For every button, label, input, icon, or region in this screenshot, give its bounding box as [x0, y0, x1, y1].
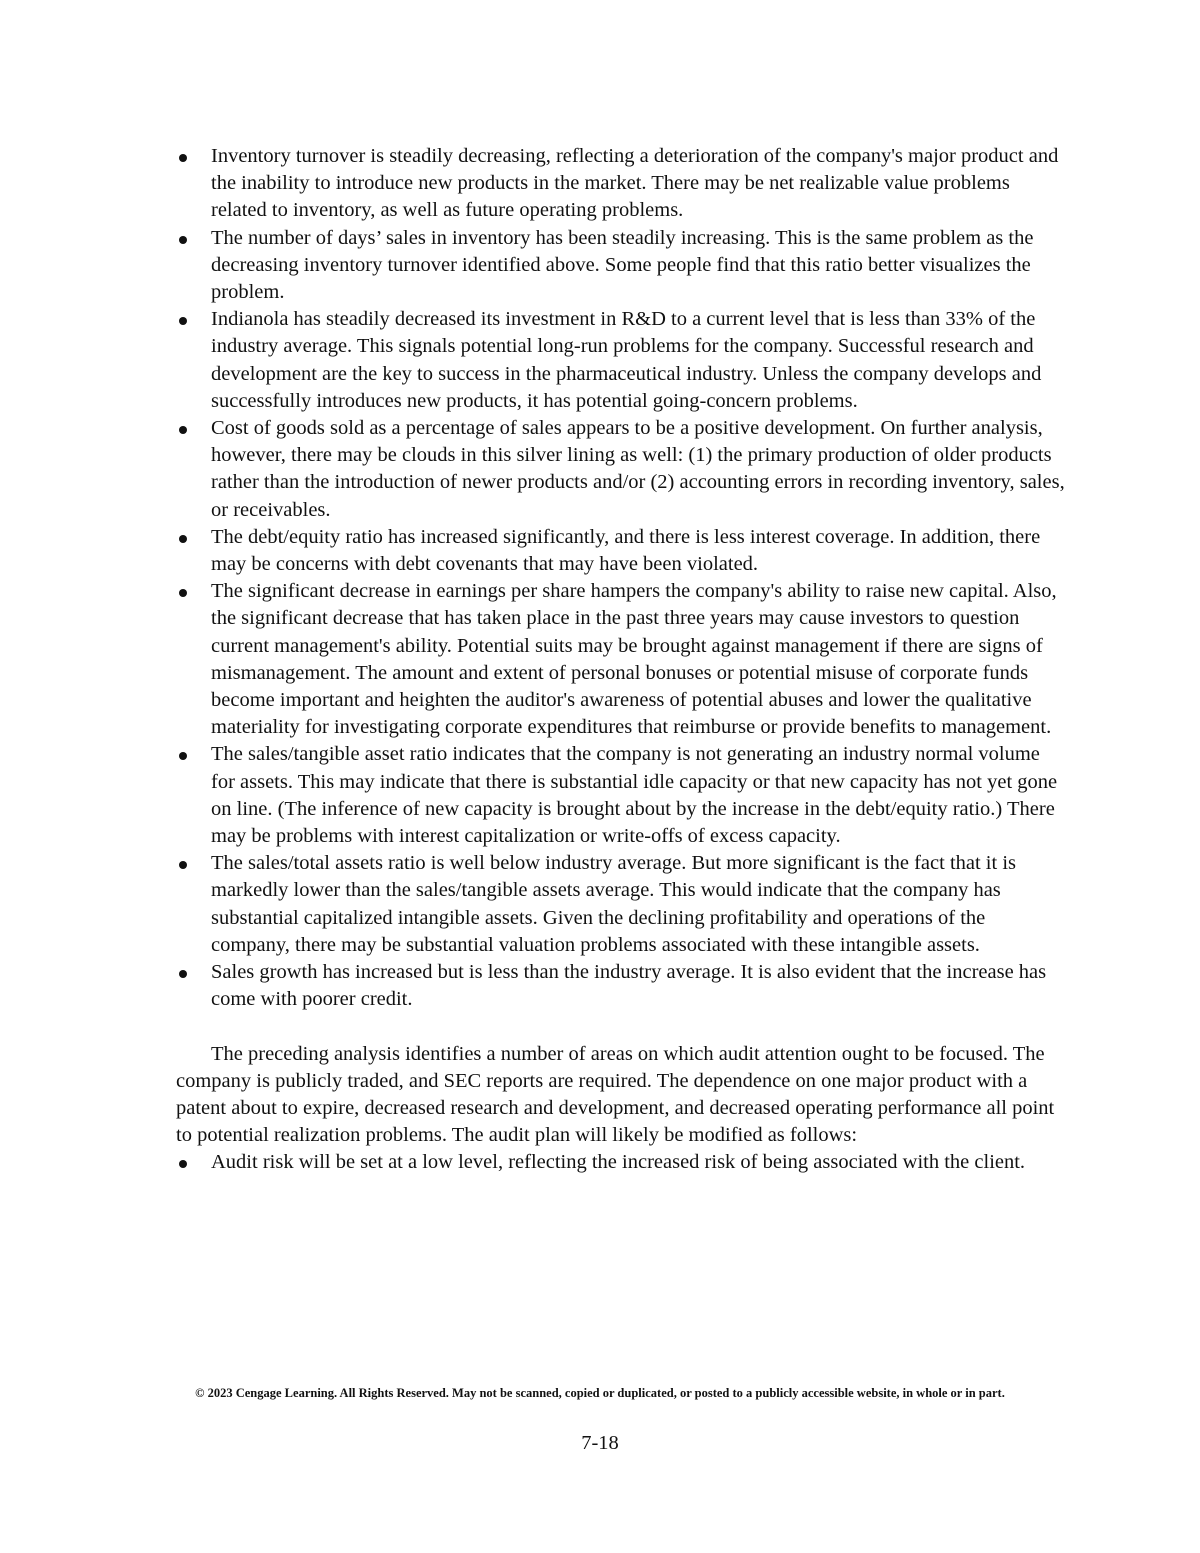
bullet-icon: [179, 154, 187, 162]
page-content: [176, 143, 1066, 1177]
findings-list: [176, 143, 1066, 1014]
list-item-text: The significant decrease in earnings per share hampers the company's ability to raise new capital. Also, the significant decrease that has taken place in the past three years may cause investors to question current management's ability. Potential suits may be brought against management if there are signs of mismanagement. The amount and extent of personal bonuses or potential misuse of corporate funds become important and heighten the auditor's awareness of potential abuses and lower the qualitative materiality for investigating corporate expenditures that reimburse or provide benefits to management.: [211, 580, 1057, 739]
bullet-icon: [179, 1160, 187, 1168]
list-item-text: The sales/total assets ratio is well below industry average. But more significant is the fact that it is markedly lower than the sales/tangible assets average. This would indicate that the company has substantial capitalized intangible assets. Given the declining profitability and operations of the company, there may be substantial valuation problems associated with these intangible assets.: [211, 852, 1016, 956]
list-item: [176, 1149, 1066, 1176]
list-item-text: Inventory turnover is steadily decreasing, reflecting a deterioration of the company's major product and the inability to introduce new products in the market. There may be net realizable value problems related to inventory, as well as future operating problems.: [211, 145, 1059, 222]
body-paragraph: The preceding analysis identifies a number of areas on which audit attention ought to be focused. The company is publicly traded, and SEC reports are required. The dependence on one major product with a patent about to expire, decreased research and development, and decreased operating performance all point to potential realization problems. The audit plan will likely be modified as follows:: [176, 1042, 1055, 1147]
list-item-text: The number of days’ sales in inventory has been steadily increasing. This is the same problem as the decreasing inventory turnover identified above. Some people find that this ratio better visualizes the problem.: [211, 226, 1034, 304]
list-item-text: Sales growth has increased but is less than the industry average. It is also evident that the increase has come with poorer credit.: [211, 961, 1047, 1011]
list-item-text: The debt/equity ratio has increased significantly, and there is less interest coverage. In addition, there may be concerns with debt covenants that may have been violated.: [211, 525, 1041, 576]
bullet-icon: [179, 752, 187, 760]
bullet-icon: [179, 861, 187, 869]
bullet-icon: [179, 970, 187, 978]
bullet-icon: [179, 589, 187, 597]
list-item: [176, 143, 1066, 225]
list-item: [176, 524, 1066, 578]
bullet-icon: [179, 535, 187, 543]
list-item: [176, 415, 1066, 524]
bullet-icon: [179, 426, 187, 434]
list-item-text: Audit risk will be set at a low level, reflecting the increased risk of being associated with the client.: [211, 1151, 1026, 1174]
list-item: [176, 578, 1066, 741]
bullet-icon: [179, 317, 187, 325]
list-item: [176, 225, 1066, 307]
page-number: 7-18: [581, 1432, 619, 1454]
list-item-text: Cost of goods sold as a percentage of sales appears to be a positive development. On further analysis, however, there may be clouds in this silver lining as well: (1) the primary production of older products rather than the introduction of newer products and/or (2) accounting errors in recording inventory, sales, or receivables.: [211, 417, 1065, 521]
list-item: [176, 850, 1066, 959]
list-item: [176, 741, 1066, 850]
list-item-text: The sales/tangible asset ratio indicates that the company is not generating an industry normal volume for assets. This may indicate that there is substantial idle capacity or that new capacity has not yet gone on line. (The inference of new capacity is brought about by the increase in the debt/equity ratio.) There may be problems with interest capitalization or write-offs of excess capacity.: [211, 743, 1058, 848]
audit-plan-list: [176, 1149, 1066, 1176]
list-item: [176, 306, 1066, 415]
list-item: [176, 959, 1066, 1013]
list-item-text: Indianola has steadily decreased its investment in R&D to a current level that is less than 33% of the industry average. This signals potential long-run problems for the company. Successful research and development are the key to success in the pharmaceutical industry. Unless the company develops and successfully introduces new products, it has potential going-concern problems.: [211, 308, 1042, 412]
copyright-notice: © 2023 Cengage Learning. All Rights Reserved. May not be scanned, copied or duplicated, or posted to a publicly accessible website, in whole or in part.: [195, 1386, 1005, 1400]
bullet-icon: [179, 236, 187, 244]
